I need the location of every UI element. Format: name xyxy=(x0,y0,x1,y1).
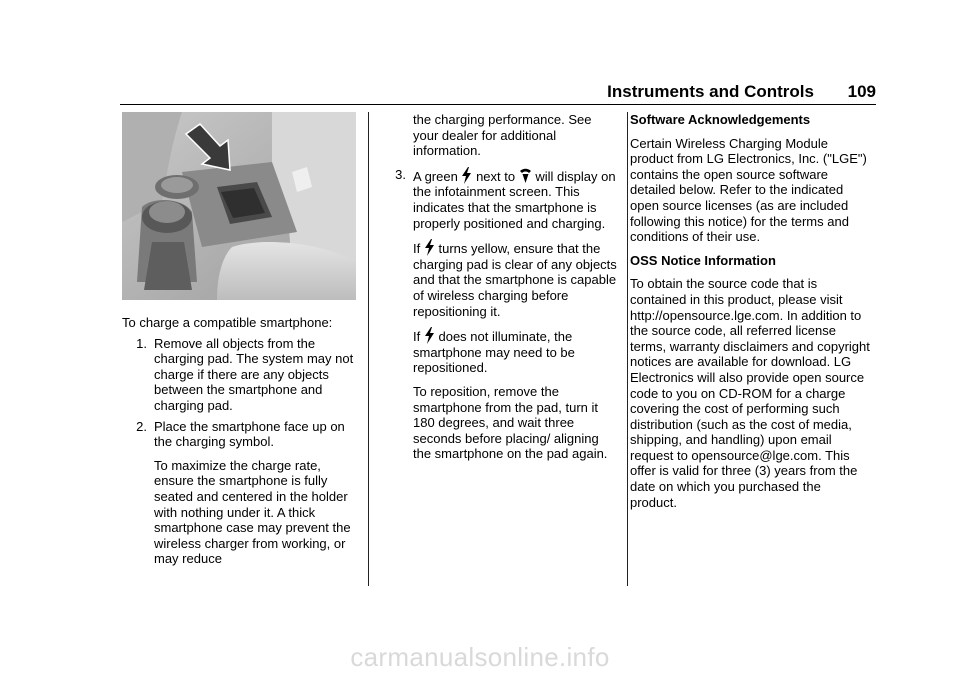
software-ack-text: Certain Wireless Charging Module product from LG Electronics, Inc. ("LGE") contains the open source software detailed below. Refer to the indicated open source licenses (as are included following this notice) for the terms and conditions of their use. xyxy=(630,135,867,245)
step-text xyxy=(413,167,617,231)
illum-part-a: If xyxy=(413,329,421,345)
step-3 xyxy=(381,167,617,231)
intro-text: To charge a compatible smartphone: xyxy=(122,315,333,330)
lightning-bolt-icon xyxy=(461,167,472,184)
step3-part-b: next to xyxy=(476,168,516,184)
illum-part-b: does not illuminate, the smartphone may need to be repositioned. xyxy=(413,329,575,376)
yellow-part-b: turns yellow, ensure that the charging pad is clear of any objects and that the smartphone is capable of wireless charging before repositioning it. xyxy=(413,241,617,319)
page-number: 109 xyxy=(847,82,876,101)
yellow-part-a: If xyxy=(413,241,421,257)
step-text: Remove all objects from the charging pad. The system may not charge if there are any objects between the smartphone and charging pad. xyxy=(154,335,354,413)
watermark: carmanualsonline.info xyxy=(350,642,610,672)
step-number: 3. xyxy=(395,166,406,182)
step-2-note: To maximize the charge rate, ensure the smartphone is fully seated and centered in the holder with nothing under it. A thick smartphone case may prevent the wireless charger from working, or may reduce xyxy=(154,457,351,567)
page-header xyxy=(120,80,876,104)
column-2 xyxy=(381,112,617,462)
reposition-paragraph: To reposition, remove the smartphone from the pad, turn it 180 degrees, and wait three seconds before placing/ aligning the smartphone on the pad again. xyxy=(413,383,608,462)
step3-part-a: A green xyxy=(413,168,458,184)
step-text: Place the smartphone face up on the charging symbol. xyxy=(154,418,345,450)
step-number: 1. xyxy=(136,335,147,351)
step3-part-c: will display on the infotainment screen. This indicates that the smartphone is properly positioned and charging. xyxy=(413,168,616,231)
console-charging-pad-illustration xyxy=(122,112,356,300)
software-ack-heading: Software Acknowledgements xyxy=(630,112,811,127)
column-1 xyxy=(122,112,358,567)
column-3 xyxy=(630,112,870,510)
oss-notice-text: To obtain the source code that is contained in this product, please visit http://opensource.lge.com. In addition to the source code, all referred license terms, warranty disclaimers and copyright notices are available for download. LG Electronics will also provide open source code to you on CD-ROM for a charge covering the cost of performing such distribution (such as the cost of media, shipping, and handling) upon email request to opensource@lge.com. This offer is valid for three (3) years from the date on which you purchased the product. xyxy=(630,276,870,510)
yellow-paragraph xyxy=(381,239,617,319)
header-rule xyxy=(120,104,876,105)
lightning-bolt-icon xyxy=(424,327,435,344)
lightning-bolt-icon xyxy=(424,239,435,256)
step-number: 2. xyxy=(136,418,147,434)
step-2 xyxy=(122,419,358,450)
oss-notice-heading: OSS Notice Information xyxy=(630,252,776,268)
section-title: Instruments and Controls xyxy=(607,82,814,101)
step-1 xyxy=(122,336,358,414)
wireless-phone-icon xyxy=(519,168,532,184)
column-divider-1 xyxy=(368,112,369,586)
column-divider-2 xyxy=(627,112,628,586)
continued-text: the charging performance. See your dealer for additional information. xyxy=(413,112,592,159)
illuminate-paragraph xyxy=(381,327,617,376)
